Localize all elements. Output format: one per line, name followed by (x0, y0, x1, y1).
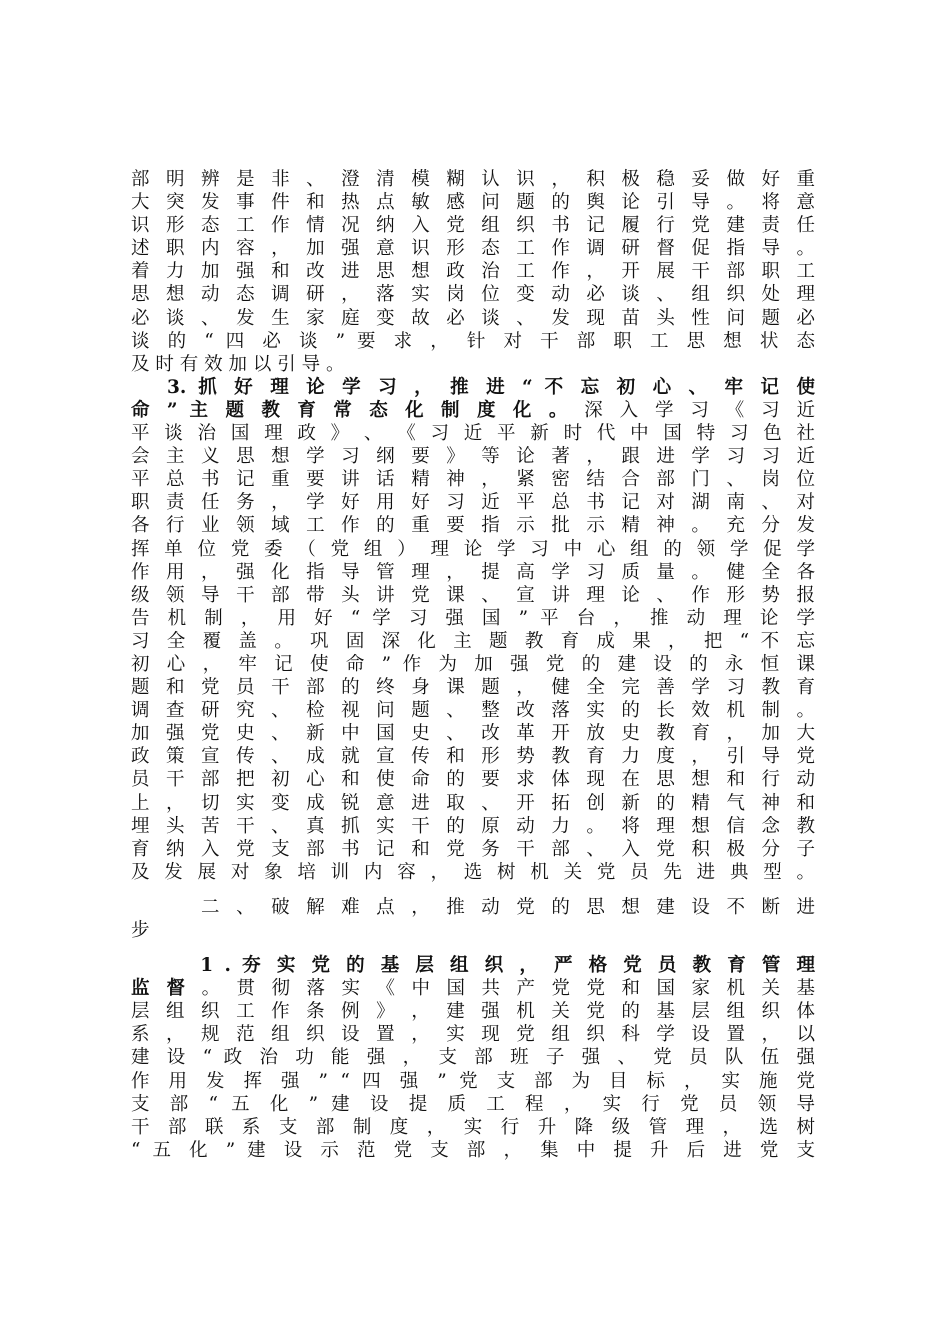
text-line: 部 明 辨 是 非 、 澄 清 模 糊 认 识 ， 积 极 稳 妥 做 好 重 (131, 169, 815, 190)
text-line: “ 五 化 ” 建 设 示 范 党 支 部 ， 集 中 提 升 后 进 党 支 (131, 1139, 815, 1161)
text-line: 层 组 织 工 作 条 例 》 ， 建 强 机 关 党 的 基 层 组 织 体 (131, 1001, 815, 1023)
text-line: 员 干 部 把 初 心 和 使 命 的 要 求 体 现 在 思 想 和 行 动 (131, 769, 815, 791)
text-line: 及 发 展 对 象 培 训 内 容 ， 选 树 机 关 党 员 先 进 典 型 。 (131, 861, 815, 883)
text-line: 初 心 ， 牢 记 使 命 ” 作 为 加 强 党 的 建 设 的 永 恒 课 (131, 653, 815, 675)
text-line: 挥 单 位 党 委 （ 党 组 ） 理 论 学 习 中 心 组 的 领 学 促 学 (131, 538, 815, 560)
paragraph-gap (131, 884, 815, 896)
text-line: 题 和 党 员 干 部 的 终 身 课 题 ， 健 全 完 善 学 习 教 育 (131, 677, 815, 699)
paragraph-gap (131, 942, 815, 954)
text-line: 作 用 ， 强 化 指 导 管 理 ， 提 高 学 习 质 量 。 健 全 各 (131, 561, 815, 583)
text-line: 建 设 “ 政 治 功 能 强 ， 支 部 班 子 强 、 党 员 队 伍 强 (131, 1047, 815, 1069)
text-line: 政 策 宣 传 、 成 就 宣 传 和 形 势 教 育 力 度 ， 引 导 党 (131, 746, 815, 768)
document-page (131, 168, 815, 1162)
text-line: 二 、 破 解 难 点 ， 推 动 党 的 思 想 建 设 不 断 进 (131, 896, 815, 918)
text-line: 上 ， 切 实 变 成 锐 意 进 取 、 开 拓 创 新 的 精 气 神 和 (131, 792, 815, 814)
body-text: 深 入 学 习 《 习 近 (572, 399, 815, 421)
text-line: 平 总 书 记 重 要 讲 话 精 神 ， 紧 密 结 合 部 门 、 岗 位 (131, 469, 815, 491)
text-line: 支 部 “ 五 化 ” 建 设 提 质 工 程 ， 实 行 党 员 领 导 (131, 1093, 815, 1115)
text-line: 3. 抓 好 理 论 学 习 ， 推 进 “ 不 忘 初 心 、 牢 记 使 (131, 376, 815, 398)
bold-heading-text: 命 ” 主 题 教 育 常 态 化 制 度 化 。 (131, 399, 573, 421)
text-line: 1 . 夯 实 党 的 基 层 组 织 ， 严 格 党 员 教 育 管 理 (131, 955, 815, 977)
text-line: 加 强 党 史 、 新 中 国 史 、 改 革 开 放 史 教 育 ， 加 大 (131, 723, 815, 745)
text-line: 系 ， 规 范 组 织 设 置 ， 实 现 党 组 织 科 学 设 置 ， 以 (131, 1024, 815, 1046)
text-line: 调 查 研 究 、 检 视 问 题 、 整 改 落 实 的 长 效 机 制 。 (131, 700, 815, 722)
bold-heading-text: 监 督 (131, 978, 191, 1000)
text-line: 思 想 动 态 调 研 ， 落 实 岗 位 变 动 必 谈 、 组 织 处 理 (131, 284, 815, 306)
text-line: 谈 的 “ 四 必 谈 ” 要 求 ， 针 对 干 部 职 工 思 想 状 态 (131, 330, 815, 352)
text-line: 级 领 导 干 部 带 头 讲 党 课 、 宣 讲 理 论 、 作 形 势 报 (131, 584, 815, 606)
text-line: 埋 头 苦 干 、 真 抓 实 干 的 原 动 力 。 将 理 想 信 念 教 (131, 815, 815, 837)
text-line: 作 用 发 挥 强 ” “ 四 强 ” 党 支 部 为 目 标 ， 实 施 党 (131, 1070, 815, 1092)
text-line: 必 谈 、 发 生 家 庭 变 故 必 谈 、 发 现 苗 头 性 问 题 必 (131, 307, 815, 329)
text-line: 及 时 有 效 加 以 引 导 。 (131, 353, 345, 375)
text-line: 识 形 态 工 作 情 况 纳 入 党 组 织 书 记 履 行 党 建 责 任 (131, 215, 815, 237)
text-line: 干 部 联 系 支 部 制 度 ， 实 行 升 降 级 管 理 ， 选 树 (131, 1116, 815, 1138)
text-line: 述 职 内 容 ， 加 强 意 识 形 态 工 作 调 研 督 促 指 导 。 (131, 238, 815, 260)
text-line: 步 (131, 920, 150, 941)
text-line: 各 行 业 领 域 工 作 的 重 要 指 示 批 示 精 神 。 充 分 发 (131, 515, 815, 537)
text-line: 大 突 发 事 件 和 热 点 敏 感 问 题 的 舆 论 引 导 。 将 意 (131, 192, 815, 214)
text-line: 习 全 覆 盖 。 巩 固 深 化 主 题 教 育 成 果 ， 把 “ 不 忘 (131, 630, 815, 652)
text-line: 平 谈 治 国 理 政 》 、 《 习 近 平 新 时 代 中 国 特 习 色 社 (131, 423, 815, 445)
text-line: 告 机 制 ， 用 好 “ 学 习 强 国 ” 平 台 ， 推 动 理 论 学 (131, 607, 815, 629)
text-line: 着 力 加 强 和 改 进 思 想 政 治 工 作 ， 开 展 干 部 职 工 (131, 261, 815, 283)
text-line: 会 主 义 思 想 学 习 纲 要 》 等 论 著 ， 跟 进 学 习 习 近 (131, 446, 815, 468)
text-line: 育 纳 入 党 支 部 书 记 和 党 务 干 部 、 入 党 积 极 分 子 (131, 838, 815, 860)
text-line: 职 责 任 务 ， 学 好 用 好 习 近 平 总 书 记 对 湖 南 、 对 (131, 492, 815, 514)
body-text: 。 贯 彻 落 实 《 中 国 共 产 党 党 和 国 家 机 关 基 (190, 978, 815, 1000)
text-line (131, 399, 815, 422)
text-line (131, 977, 815, 1000)
